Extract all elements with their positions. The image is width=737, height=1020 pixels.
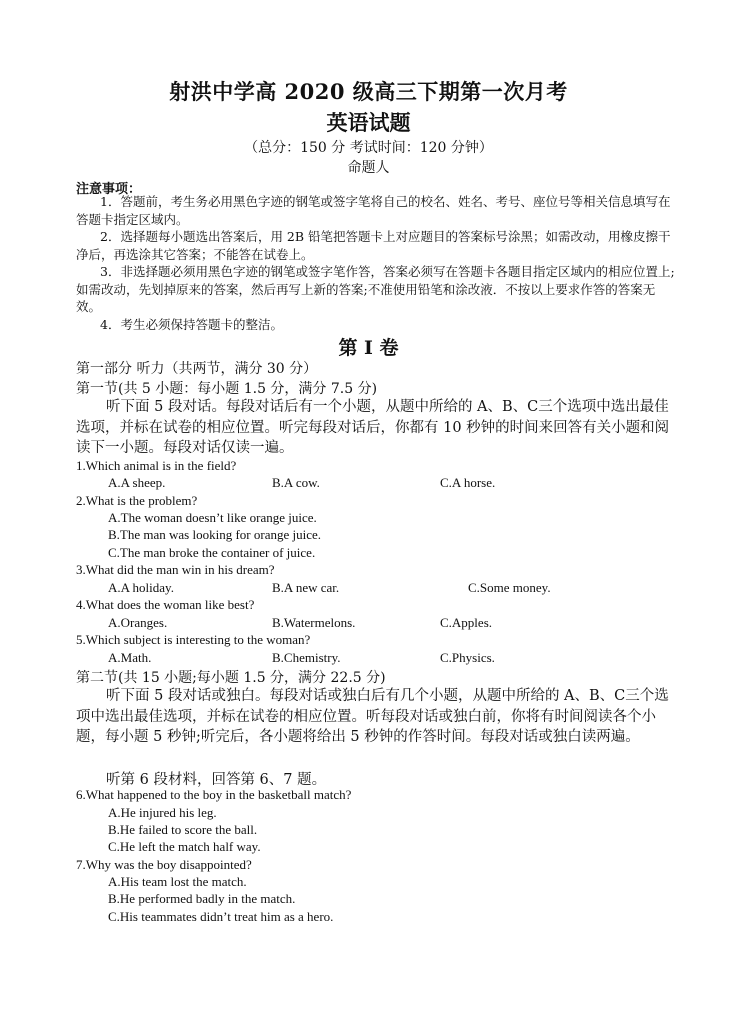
part1-heading: 第一部分 听力（共两节，满分 30 分） (76, 361, 318, 377)
exam-title: 射洪中学高 2020 级高三下期第一次月考 (169, 79, 568, 104)
q3-option-b: B.A new car. (272, 580, 340, 595)
exam-author: 命题人 (347, 160, 390, 176)
section2-instructions: 听下面 5 段对话或独白。每段对话或独白后有几个小题，从题中所给的 A、B、C三个选项中选出最佳选项，并标在试卷的相应位置。听每段对话或独白前，你将有时间阅读各个小题，每小题 5 秒钟;听完后，各小题将给出 5 秒钟的作答时间。每段对话或独白读两遍。 (76, 688, 669, 745)
exam-meta: （总分：150 分 考试时间：120 分钟） (244, 140, 493, 156)
q5-option-c: C.Physics. (440, 650, 495, 665)
exam-subtitle: 英语试题 (326, 110, 411, 135)
question-3: 3.What did the man win in his dream? (76, 562, 275, 577)
q4-option-b: B.Watermelons. (272, 615, 356, 630)
q2-option-c: C.The man broke the container of juice. (108, 545, 316, 560)
q6-option-b: B.He failed to score the ball. (108, 822, 258, 837)
q1-option-b: B.A cow. (272, 475, 320, 490)
notice-item-4: 4．考生必须保持答题卡的整洁。 (100, 316, 283, 332)
q7-option-b: B.He performed badly in the match. (108, 891, 296, 906)
notice-list (76, 193, 676, 333)
notice-item-3: 3．非选择题必须用黑色字迹的钢笔或签字笔作答，答案必须写在答题卡各题目指定区域内的相应位置上;如需改动，先划掉原来的答案，然后再写上新的答案;不准使用铅笔和涂改液．不按以上要求作答的答案无效。 (76, 264, 675, 314)
notice-item-2: 2．选择题每小题选出答案后，用 2B 铅笔把答题卡上对应题目的答案标号涂黑；如需改动，用橡皮擦干净后，再选涂其它答案；不能答在试卷上。 (76, 229, 671, 262)
q5-option-b: B.Chemistry. (272, 650, 341, 665)
q3-option-a: A.A holiday. (108, 580, 174, 595)
q2-option-a: A.The woman doesn’t like orange juice. (108, 510, 317, 525)
section1-heading: 第一节(共 5 小题：每小题 1.5 分，满分 7.5 分) (76, 381, 378, 397)
q4-option-a: A.Oranges. (108, 615, 168, 630)
section2-heading: 第二节(共 15 小题;每小题 1.5 分，满分 22.5 分) (76, 670, 386, 686)
question-6: 6.What happened to the boy in the basketball match? (76, 787, 352, 802)
q5-option-a: A.Math. (108, 650, 152, 665)
section1-instructions: 听下面 5 段对话。每段对话后有一个小题，从题中所给的 A、B、C三个选项中选出最佳选项，并标在试卷的相应位置。听完每段对话后，你都有 10 秒钟的时间来回答有关小题和阅读下一小题。每段对话仅读一遍。 (76, 399, 670, 456)
question-2: 2.What is the problem? (76, 493, 198, 508)
material-note: 听第 6 段材料，回答第 6、7 题。 (106, 772, 327, 788)
question-7: 7.Why was the boy disappointed? (76, 857, 252, 872)
q3-option-c: C.Some money. (468, 580, 551, 595)
question-1: 1.Which animal is in the field? (76, 458, 237, 473)
notice-item-1: 1．答题前，考生务必用黑色字迹的钢笔或签字笔将自己的校名、姓名、考号、座位号等相关信息填写在答题卡指定区域内。 (76, 194, 671, 227)
q4-option-c: C.Apples. (440, 615, 492, 630)
q6-option-a: A.He injured his leg. (108, 805, 217, 820)
notice-heading: 注意事项： (76, 182, 142, 197)
q7-option-a: A.His team lost the match. (108, 874, 247, 889)
q1-option-a: A.A sheep. (108, 475, 166, 490)
question-4: 4.What does the woman like best? (76, 597, 255, 612)
q2-option-b: B.The man was looking for orange juice. (108, 527, 321, 542)
q1-option-c: C.A horse. (440, 475, 496, 490)
q7-option-c: C.His teammates didn’t treat him as a hero. (108, 909, 334, 924)
q6-option-c: C.He left the match half way. (108, 839, 261, 854)
question-5: 5.Which subject is interesting to the woman? (76, 632, 311, 647)
volume-heading: 第 I 卷 (338, 337, 399, 359)
